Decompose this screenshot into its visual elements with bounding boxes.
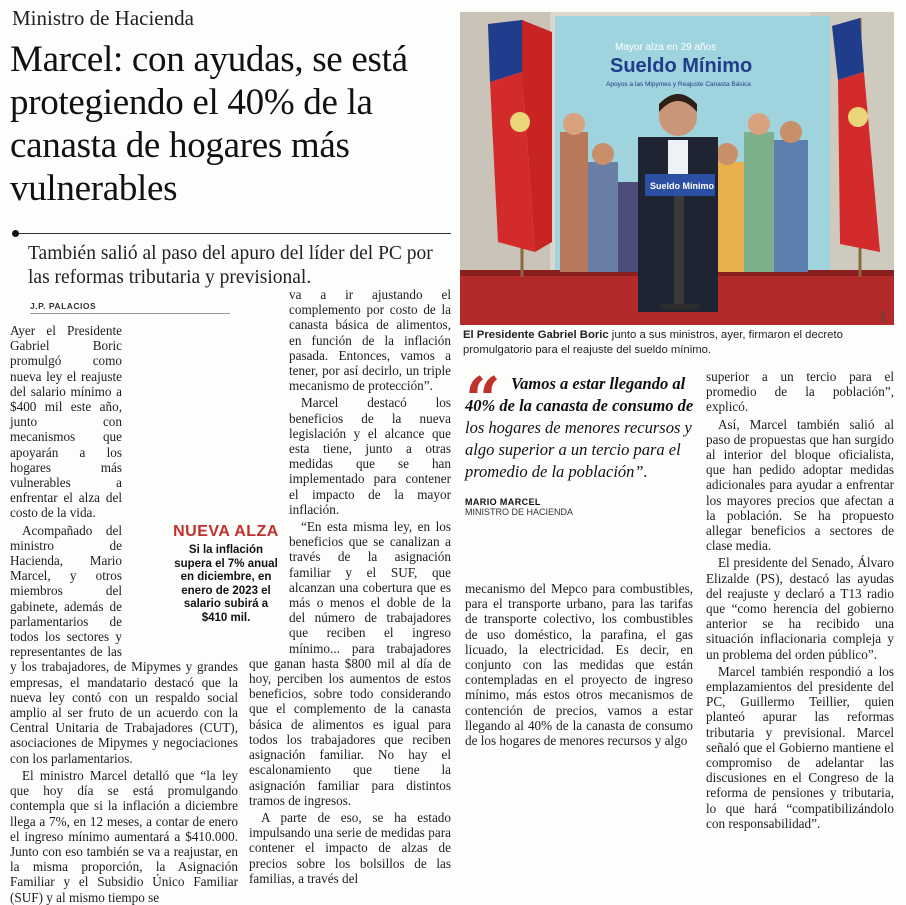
pull-quote <box>465 363 697 517</box>
paragraph: Marcel también respondió a los emplazamientos del presidente del PC, Guillermo Teillier, quien planteó apurar las reformas tributaria y previsional. Marcel señaló que el Gobierno mantiene el compromiso de adelantar las discusiones en el Congreso de la reforma de pensiones y tributaria, lo que hará “compatibilizándolo con responsabilidad”. <box>706 663 894 831</box>
paragraph: Acompañado del ministro de Hacienda, Mario Marcel, y otros miembros del gabinete, además de parlamentarios de todos los sectores y representantes de las y los trabajadores, de Mipymes y grandes empresas, el mandatario destacó que la nueva ley contó con un respaldo social amplio al ser fruto de un acuerdo con la Central Unitaria de Trabajadores (CUT), asociaciones de Mipymes y negociaciones con los parlamentarios. <box>10 522 238 766</box>
paragraph: El ministro Marcel detalló que “la ley que hoy día se está promulgando contempla que si la inflación a diciembre llega a 7%, en 12 meses, a contar de enero el ingreso mínimo aumentará a $410.000. Junto con eso también se va a reajustar, en la misma proporción, la Asignación Familiar y el Subsidio Único Familiar (SUF) y al mismo tiempo se <box>10 767 238 905</box>
news-photo <box>460 12 894 325</box>
quote-rest: los hogares de menores recursos y algo superior a un tercio para el promedio de la población”. <box>465 418 692 481</box>
deck-subtitle: También salió al paso del apuro del líder del PC por las reformas tributaria y previsional. <box>28 243 433 288</box>
paragraph: Ayer el Presidente Gabriel Boric promulgó como nueva ley el reajuste del salario mínimo a $400 mil este año, junto con mecanismos que apoyarán a los hogares más vulnerables a enfrentar el alza del costo de la vida. <box>10 323 122 521</box>
banner-top-text: Mayor alza en 29 años <box>615 42 717 53</box>
photo-caption <box>463 328 883 357</box>
paragraph: Marcel destacó los beneficios de la nueva legislación y el alcance que esta tiene, junto a otras medidas que se han implementado para contener el impacto de la mayor inflación. <box>289 395 451 517</box>
photo-illustration <box>460 12 894 325</box>
quote-role: MINISTRO DE HACIENDA <box>465 507 574 517</box>
caption-bold: El Presidente Gabriel Boric <box>463 329 609 341</box>
banner-title-text: Sueldo Mínimo <box>610 55 753 77</box>
paragraph: “En esta misma ley, en los beneficios que se canalizan a través de la asignación familiar y el SUF, que alcanzan una cobertura que es más o menos el doble de la del número de trabajadores que reciben el ingreso mínimo... para trabajadores que ganan hasta $800 mil al día de hoy, perciben los aumentos de estos beneficios, sobre todo considerando que el complemento de la canasta básica de alimentos es igual para todos los trabajadores que reciben asignación familiar. No hay el escalonamiento que tiene la asignación familiar para distintos tramos de ingresos. <box>249 519 451 808</box>
sidebox-title: NUEVA ALZA <box>173 523 279 540</box>
byline-rule <box>30 313 230 314</box>
paragraph: Así, Marcel también salió al paso de propuestas que han surgido al interior del bloque oficialista, que han pedido adoptar medidas adicionales para ayudar a enfrentar los mayores precios que afectan a la población. Se ha propuesto allegar beneficios a sectores de clase media. <box>706 416 894 554</box>
nueva-alza-box <box>170 519 282 625</box>
article-column-4 <box>706 369 894 831</box>
rule-dot <box>12 230 19 237</box>
paragraph: mecanismo del Mepco para combustibles, para el transporte urbano, para las tarifas de transporte colectivo, los combustibles de uso doméstico, la parafina, el gas licuado, la electricidad. Es decir, en conjunto con las medidas que están contempladas en el proyecto de ingreso mínimo, más estos otros mecanismos de contención de precios, vamos a estar llegando al 40% de la canasta de consumo de los hogares de menores recursos y algo <box>465 581 693 749</box>
paragraph: superior a un tercio para el promedio de la población”, explicó. <box>706 369 894 415</box>
quote-bold: Vamos a estar llegando al 40% de la canasta de consumo de <box>465 374 694 415</box>
paragraph: A parte de eso, se ha estado impulsando una serie de medidas para contener el impacto de alzas de precios sobre los bolsillos de las familias, a través del <box>249 809 451 886</box>
quote-mark-icon: “ <box>465 363 501 436</box>
headline: Marcel: con ayudas, se está protegiendo el 40% de la canasta de hogares más vulnerables <box>10 39 408 209</box>
paragraph: El presidente del Senado, Álvaro Elizalde (PS), destacó las ayudas del reajuste y declaró a T13 radio que “como herencia del gobierno anterior se ha recibido una situación inflacionaria compleja y un problema del orden público”. <box>706 555 894 662</box>
quote-author: MARIO MARCEL <box>465 497 541 507</box>
caption-text: junto a sus ministros, ayer, firmaron el decreto promulgatorio para el reajuste del sueldo mínimo. <box>463 329 843 356</box>
photo-credit: EFE <box>882 310 888 322</box>
section-kicker: Ministro de Hacienda <box>12 6 194 30</box>
paragraph: va a ir ajustando el complemento por costo de la canasta básica de alimentos, en función de la inflación pasada. Entonces, vamos a tener, por así decirlo, un triple mecanismo de protección”. <box>289 287 451 394</box>
banner-sub-text: Apoyos a las Mipymes y Reajuste Canasta Básica <box>606 81 751 88</box>
headline-rule <box>14 233 451 234</box>
sidebox-text: Si la inflación supera el 7% anual en diciembre, en enero de 2023 el salario subirá a $410 mil. <box>174 544 278 624</box>
article-column-3 <box>465 581 693 767</box>
byline: J.P. PALACIOS <box>30 301 97 311</box>
podium-text: Sueldo Mínimo <box>650 181 714 191</box>
